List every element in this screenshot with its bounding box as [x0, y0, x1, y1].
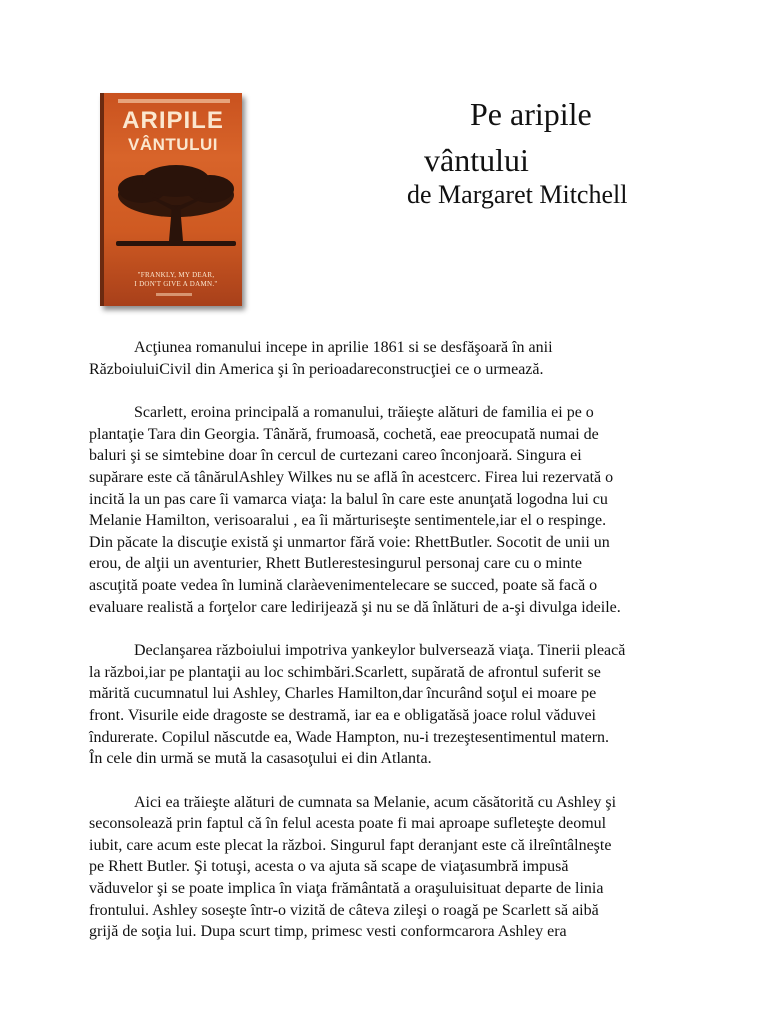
paragraph-line: la război,iar pe plantaţii au loc schimbări.Scarlett, supărată de afrontul suferit se [89, 663, 601, 681]
cover-title-line2: VÂNTULUI [128, 135, 218, 154]
paragraph [89, 402, 709, 618]
paragraph-line: pe Rhett Butler. Şi totuşi, acesta o va ajuta să scape de viaţasumbră impusă [89, 858, 569, 876]
paragraph-line: văduvelor şi se poate implica în viaţa frământată a oraşuluisituat departe de linia [89, 880, 604, 898]
cover-title [104, 109, 242, 153]
paragraph-line: Declanşarea războiului impotriva yankeylor bulversează viaţa. Tinerii pleacă [134, 642, 626, 660]
paragraph-line: supărare este că tânărulAshley Wilkes nu se află în acestcerc. Firea lui rezervată o [89, 468, 614, 486]
paragraph-line: ascuţită poate vedea în lumină claràevenimentelecare se succed, poate să facă o [89, 576, 598, 594]
cover-quote-line1: "FRANKLY, MY DEAR, [137, 271, 215, 279]
paragraph [89, 337, 709, 380]
paragraph-line: Scarlett, eroina principală a romanului, trăieşte alături de familia ei pe o [134, 404, 594, 422]
paragraph-line: incită la un pas care îi vamarca viaţa: la balul în care este anunţată logodna lui cu [89, 490, 608, 508]
paragraph-line: evaluare realistă a forţelor care ledirijează şi nu se dă înlături de a-şi divulga ideile. [89, 598, 621, 616]
author-line: de Margaret Mitchell [407, 180, 628, 209]
paragraph-line: front. Visurile eide dragoste se destramă, iar ea e obligatăsă joace rolul văduvei [89, 706, 596, 724]
cover-quote [110, 271, 242, 289]
paragraph-line: erou, de alţii un aventurier, Rhett Butlerestesingurul personaj care cu o minte [89, 555, 582, 573]
body-text [89, 337, 709, 965]
paragraph [89, 792, 709, 943]
title-line2: vântului [424, 142, 529, 178]
cover-top-strip [118, 99, 230, 103]
cover-quote-line2: I DON'T GIVE A DAMN." [134, 280, 218, 288]
book-cover-image [100, 93, 242, 306]
paragraph-line: frontului. Ashley soseşte într-o vizită de câteva zileşi o roagă pe Scarlett să aibă [89, 901, 599, 919]
paragraph-line: plantaţie Tara din Georgia. Tânără, frumoasă, cochetă, eae preocupată numai de [89, 425, 599, 443]
paragraph [89, 640, 709, 770]
cover-bottom-strip [156, 293, 192, 296]
tree-icon [112, 155, 240, 265]
paragraph-line: Din păcate la discuţie există şi unmartor fără voie: RhettButler. Socotit de unii un [89, 533, 610, 551]
paragraph-line: iubit, care acum este plecat la război. Singurul fapt deranjant este că ilreîntâlneşte [89, 836, 612, 854]
paragraph-line: În cele din urmă se mută la casasoţului ei din Atlanta. [89, 750, 432, 768]
paragraph-line: Aici ea trăieşte alături de cumnata sa Melanie, acum căsătorită cu Ashley şi [134, 793, 617, 811]
paragraph-line: seconsolează prin faptul că în felul acesta poate fi mai aproape sufleteşte deomul [89, 815, 607, 833]
paragraph-line: baluri şi se simtebine doar în cercul de curtezani careo înconjoară. Singura ei [89, 447, 582, 465]
paragraph-line: mărită cucumnatul lui Ashley, Charles Hamilton,dar încurând soţul ei moare pe [89, 685, 597, 703]
paragraph-line: grijă de soţia lui. Dupa scurt timp, primesc vesti conformcarora Ashley era [89, 923, 567, 941]
paragraph-line: Melanie Hamilton, verisoaralui , ea îi mărturiseşte sentimentele,iar el o respinge. [89, 512, 607, 530]
cover-title-line1: ARIPILE [122, 107, 224, 134]
paragraph-line: îndurerate. Copilul născutde ea, Wade Hampton, nu-i trezeştesentimentul matern. [89, 728, 610, 746]
paragraph-line: RăzboiuluiCivil din America şi în perioadareconstrucţiei ce o urmează. [89, 360, 544, 378]
paragraph-line: Acţiunea romanului incepe in aprilie 1861 si se desfăşoară în anii [134, 339, 553, 356]
title-line1: Pe aripile [470, 96, 592, 132]
